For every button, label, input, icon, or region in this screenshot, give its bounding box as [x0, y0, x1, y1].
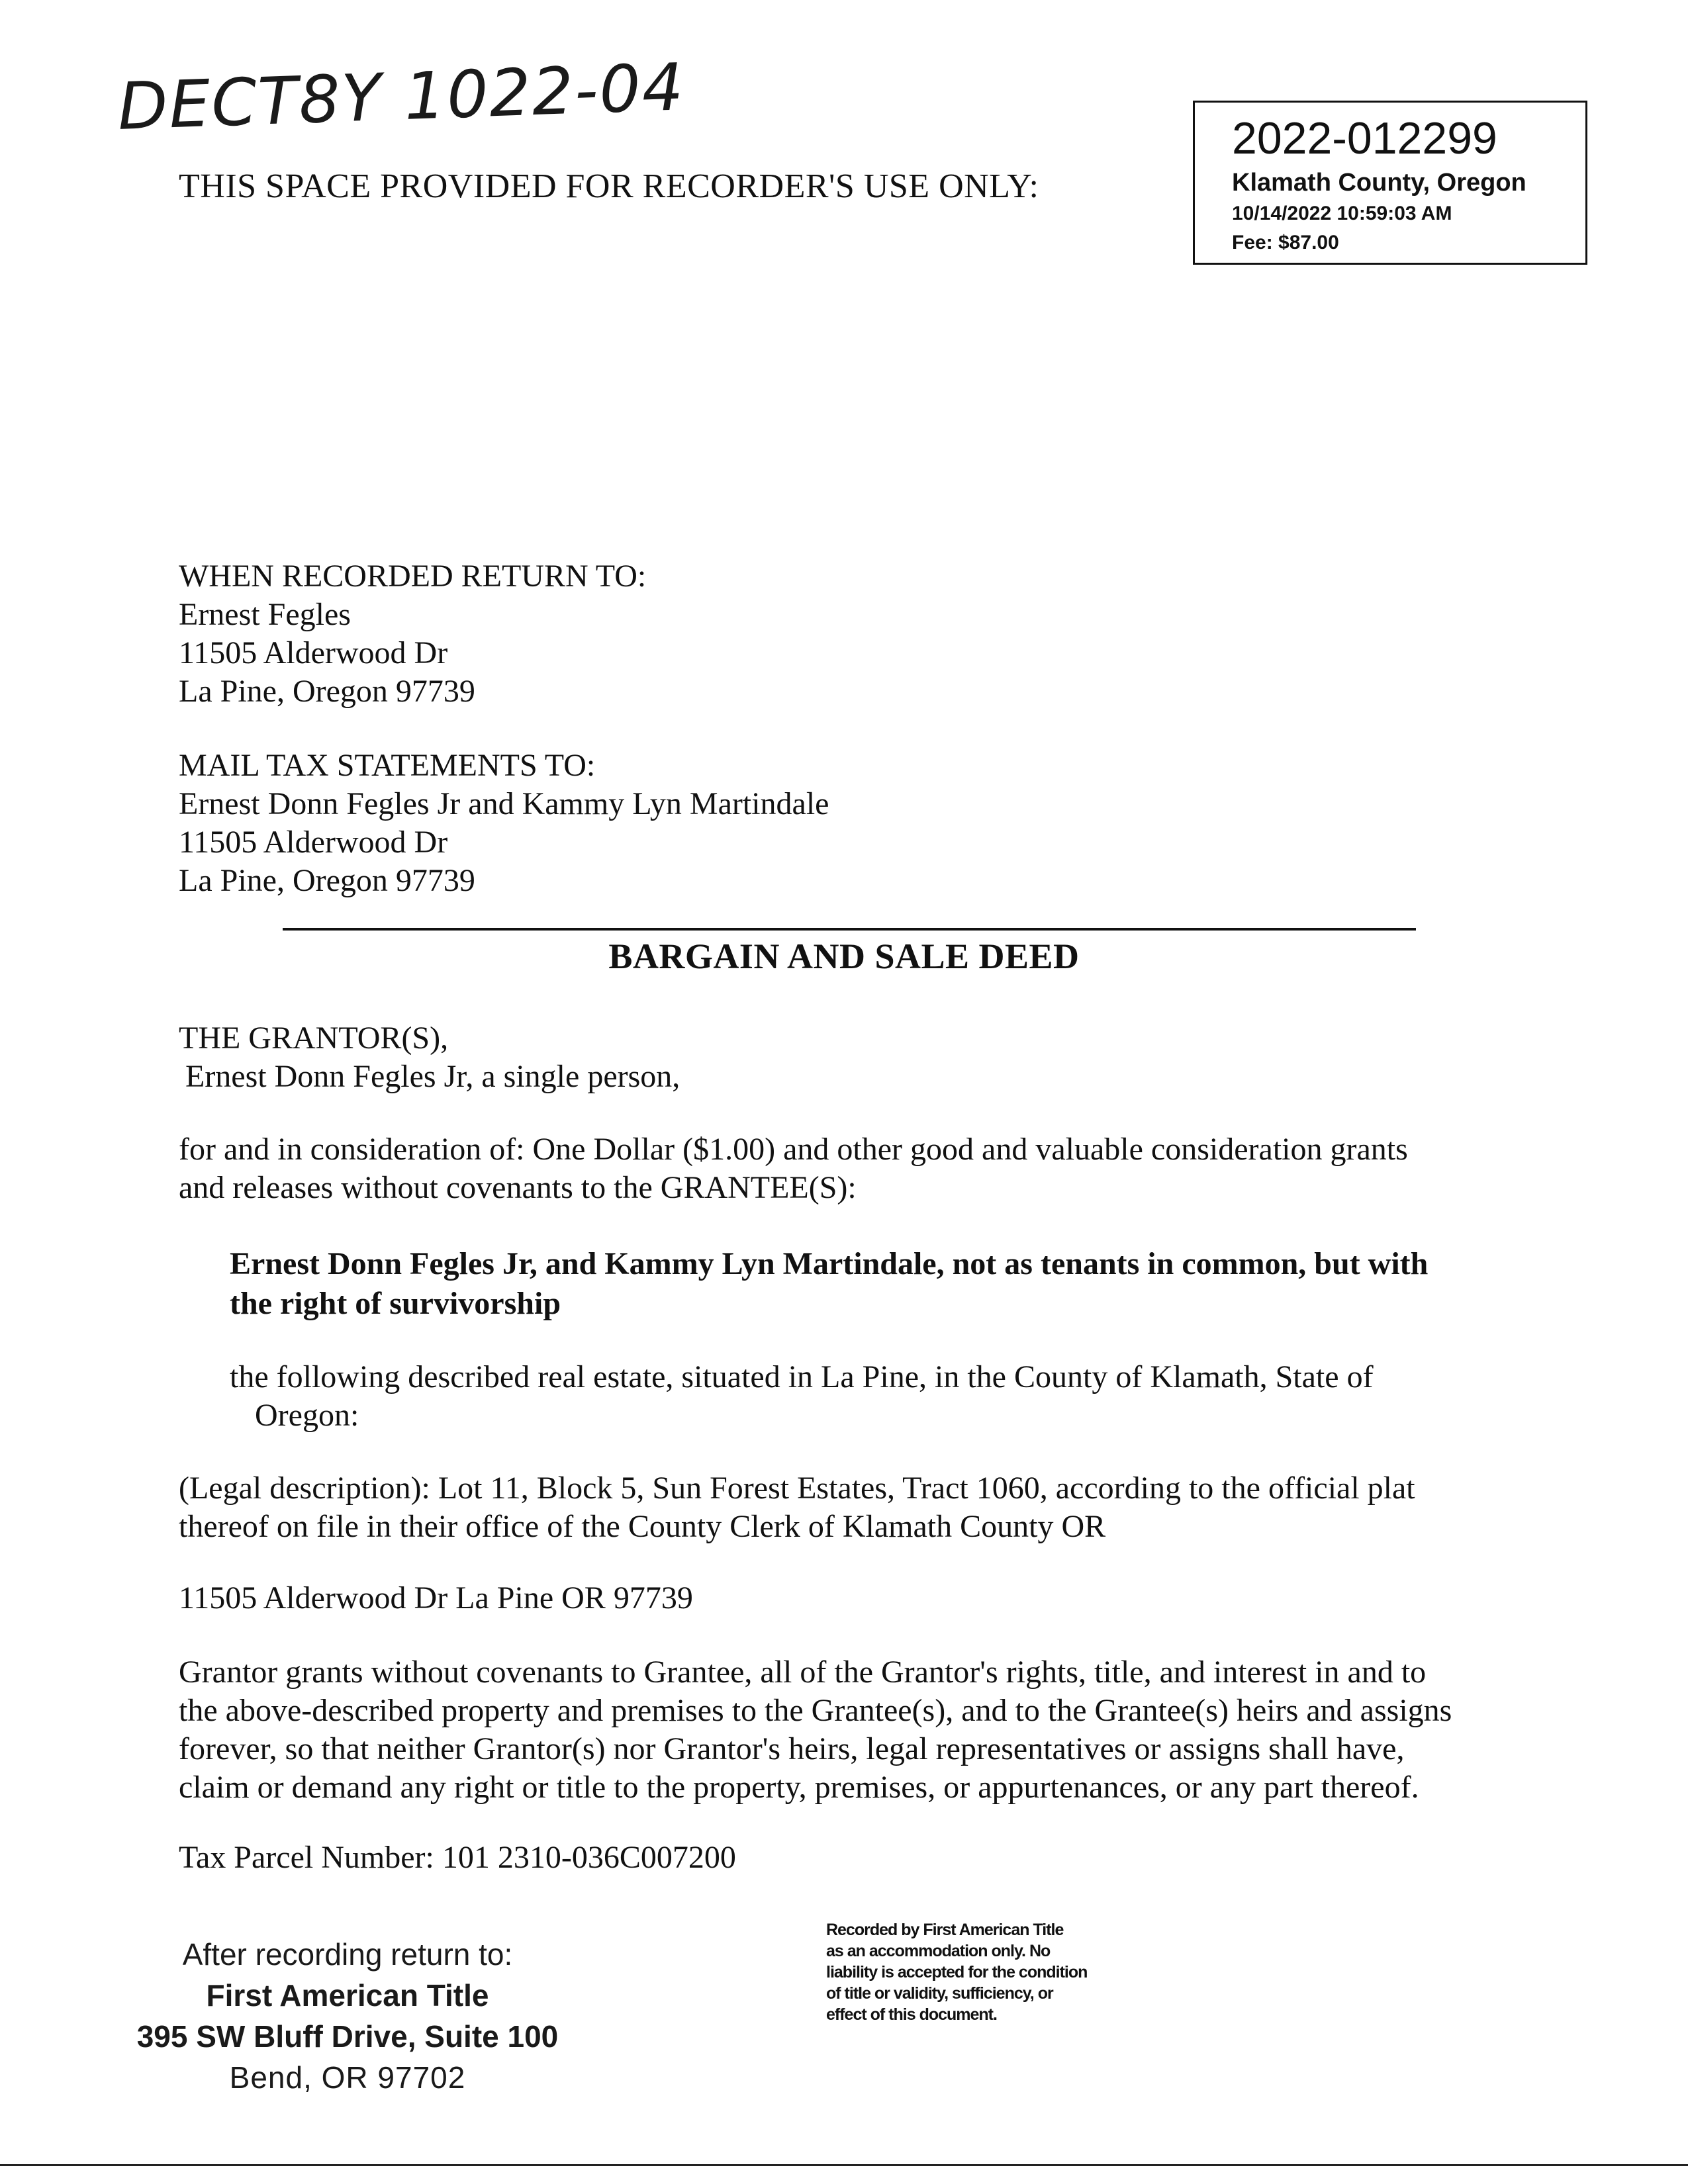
recorder-space-label: THIS SPACE PROVIDED FOR RECORDER'S USE ONLY:	[179, 167, 1039, 205]
bottom-divider	[0, 2164, 1688, 2166]
situated-line: the following described real estate, situated in La Pine, in the County of Klamath, State of	[230, 1359, 1374, 1394]
situated-paragraph	[230, 1358, 1540, 1435]
grant-clause-line: the above-described property and premises to the Grantee(s), and to the Grantee(s) heirs and assigns	[179, 1693, 1452, 1728]
legal-description-line: thereof on file in their office of the County Clerk of Klamath County OR	[179, 1509, 1106, 1544]
title-divider	[283, 928, 1416, 931]
tax-statements-street: 11505 Alderwood Dr	[179, 825, 448, 860]
handwritten-document-code: DECT8Y 1022-04	[117, 50, 686, 145]
grantor-heading: THE GRANTOR(S),	[179, 1021, 449, 1056]
tax-statements-city: La Pine, Oregon 97739	[179, 863, 475, 898]
legal-description	[179, 1469, 1542, 1546]
legal-description-line: (Legal description): Lot 11, Block 5, Sun Forest Estates, Tract 1060, according to the official plat	[179, 1471, 1415, 1506]
after-recording-line: Bend, OR 97702	[229, 2060, 466, 2095]
grantee-line: Ernest Donn Fegles Jr, and Kammy Lyn Martindale, not as tenants in common, but with	[230, 1246, 1429, 1281]
grant-clause-line: forever, so that neither Grantor(s) nor Grantor's heirs, legal representatives or assigns shall have,	[179, 1731, 1405, 1766]
recording-number: 2022-012299	[1232, 113, 1497, 163]
property-address: 11505 Alderwood Dr La Pine OR 97739	[179, 1580, 693, 1615]
disclaimer-line: of title or validity, sufficiency, or	[826, 1984, 1053, 2003]
grantee-line: the right of survivorship	[230, 1286, 561, 1321]
tax-statements-heading: MAIL TAX STATEMENTS TO:	[179, 748, 596, 783]
after-recording-stamp	[119, 1934, 576, 2098]
return-to-block	[179, 557, 646, 711]
grantor-block	[179, 1019, 680, 1096]
tax-parcel-number: Tax Parcel Number: 101 2310-036C007200	[179, 1840, 736, 1875]
disclaimer-line: liability is accepted for the condition	[826, 1963, 1088, 1981]
recording-datetime: 10/14/2022 10:59:03 AM	[1232, 203, 1452, 224]
return-to-name: Ernest Fegles	[179, 597, 351, 632]
tax-statements-name: Ernest Donn Fegles Jr and Kammy Lyn Martindale	[179, 786, 829, 821]
after-recording-line: After recording return to:	[182, 1937, 513, 1972]
deed-title: BARGAIN AND SALE DEED	[608, 936, 1080, 976]
recording-fee: Fee: $87.00	[1232, 232, 1339, 253]
grant-clause	[179, 1653, 1542, 1807]
grant-clause-line: claim or demand any right or title to the property, premises, or appurtenances, or any part thereof.	[179, 1770, 1419, 1805]
disclaimer-line: as an accommodation only. No	[826, 1942, 1051, 1960]
consideration-line: and releases without covenants to the GRANTEE(S):	[179, 1170, 857, 1205]
return-to-street: 11505 Alderwood Dr	[179, 635, 448, 670]
return-to-city: La Pine, Oregon 97739	[179, 674, 475, 709]
grant-clause-line: Grantor grants without covenants to Grantee, all of the Grantor's rights, title, and interest in and to	[179, 1655, 1427, 1690]
recording-county: Klamath County, Oregon	[1232, 169, 1526, 197]
after-recording-line: 395 SW Bluff Drive, Suite 100	[136, 2019, 559, 2054]
disclaimer-line: effect of this document.	[826, 2005, 997, 2024]
first-american-disclaimer	[826, 1919, 1137, 2025]
disclaimer-line: Recorded by First American Title	[826, 1921, 1064, 1939]
tax-statements-block	[179, 747, 829, 900]
grantee-names	[230, 1244, 1547, 1324]
after-recording-line: First American Title	[206, 1978, 489, 2013]
recording-stamp	[1193, 101, 1587, 265]
grantor-name: Ernest Donn Fegles Jr, a single person,	[185, 1059, 680, 1094]
consideration-line: for and in consideration of: One Dollar ($1.00) and other good and valuable consideration grants	[179, 1132, 1408, 1167]
situated-line: Oregon:	[255, 1398, 359, 1433]
consideration-paragraph	[179, 1130, 1542, 1207]
return-to-heading: WHEN RECORDED RETURN TO:	[179, 559, 647, 594]
